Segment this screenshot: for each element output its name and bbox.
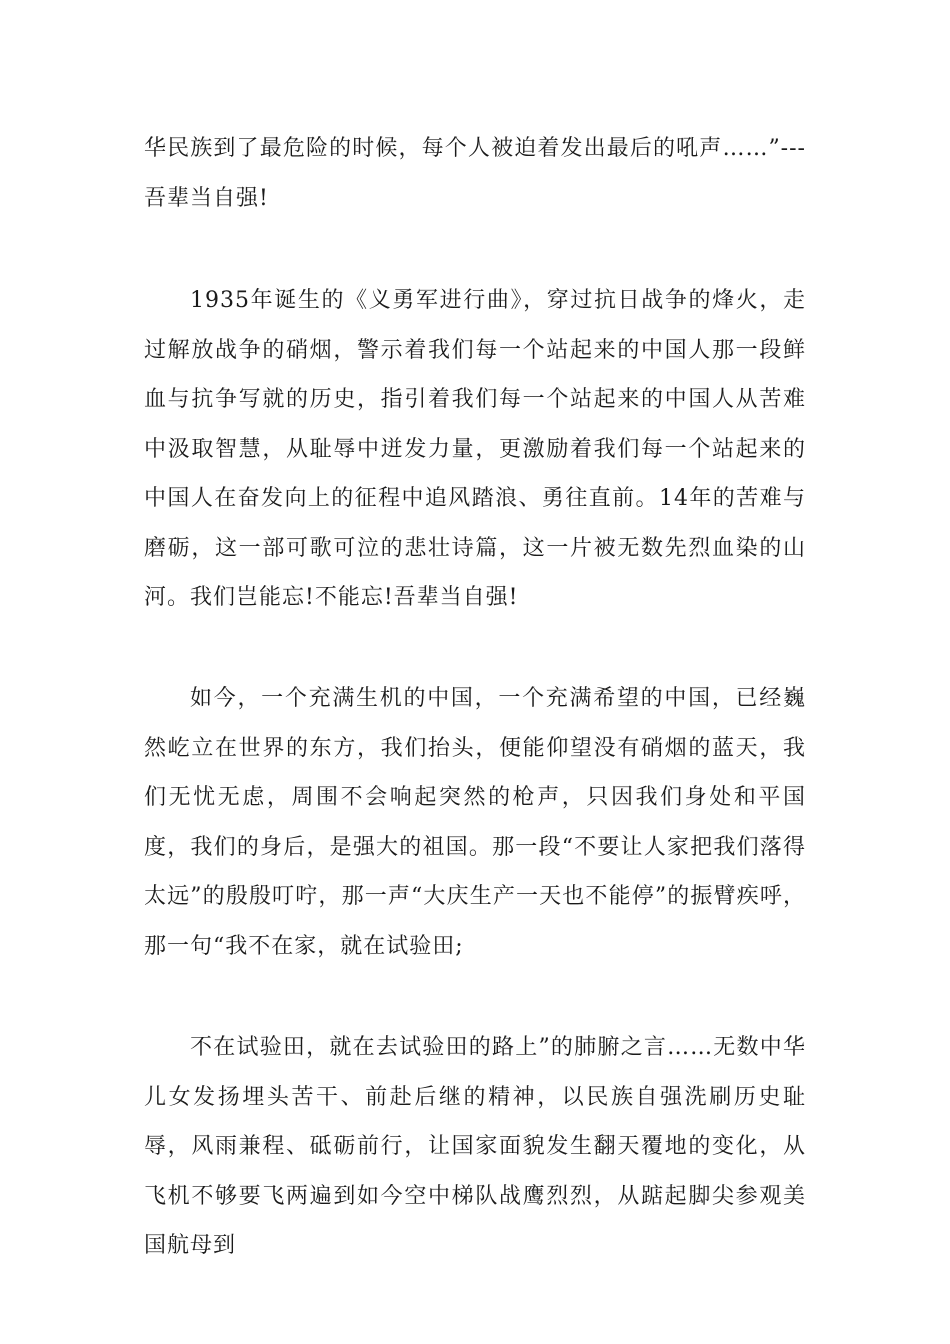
- paragraph-anthem: 1935年诞生的《义勇军进行曲》，穿过抗日战争的烽火，走过解放战争的硝烟，警示着我们每一个站起来的中国人那一段鲜血与抗争写就的历史，指引着我们每一个站起来的中国人从苦难中汲取智慧，从耻辱中迸发力量，更激励着我们每一个站起来的中国人在奋发向上的征程中追风踏浪、勇往直前。14年的苦难与磨砺，这一部可歌可泣的悲壮诗篇，这一片被无数先烈血染的山河。我们岂能忘!不能忘!吾辈当自强!: [144, 288, 806, 610]
- paragraph-struggle: 不在试验田，就在去试验田的路上”的肺腑之言……无数中华儿女发扬埋头苦干、前赴后继的精神，以民族自强洗刷历史耻辱，风雨兼程、砥砺前行，让国家面貌发生翻天覆地的变化，从飞机不够要飞两遍到如今空中梯队战鹰烈烈，从踮起脚尖参观美国航母到: [144, 1035, 806, 1258]
- paragraph-today: 如今，一个充满生机的中国，一个充满希望的中国，已经巍然屹立在世界的东方，我们抬头，便能仰望没有硝烟的蓝天，我们无忧无虑，周围不会响起突然的枪声，只因我们身处和平国度，我们的身后，是强大的祖国。那一段“不要让人家把我们落得太远”的殷殷叮咛，那一声“大庆生产一天也不能停”的振臂疾呼，那一句“我不在家，就在试验田;: [144, 686, 806, 959]
- paragraph-continuation: 华民族到了最危险的时候，每个人被迫着发出最后的吼声……”---吾辈当自强!: [144, 136, 806, 211]
